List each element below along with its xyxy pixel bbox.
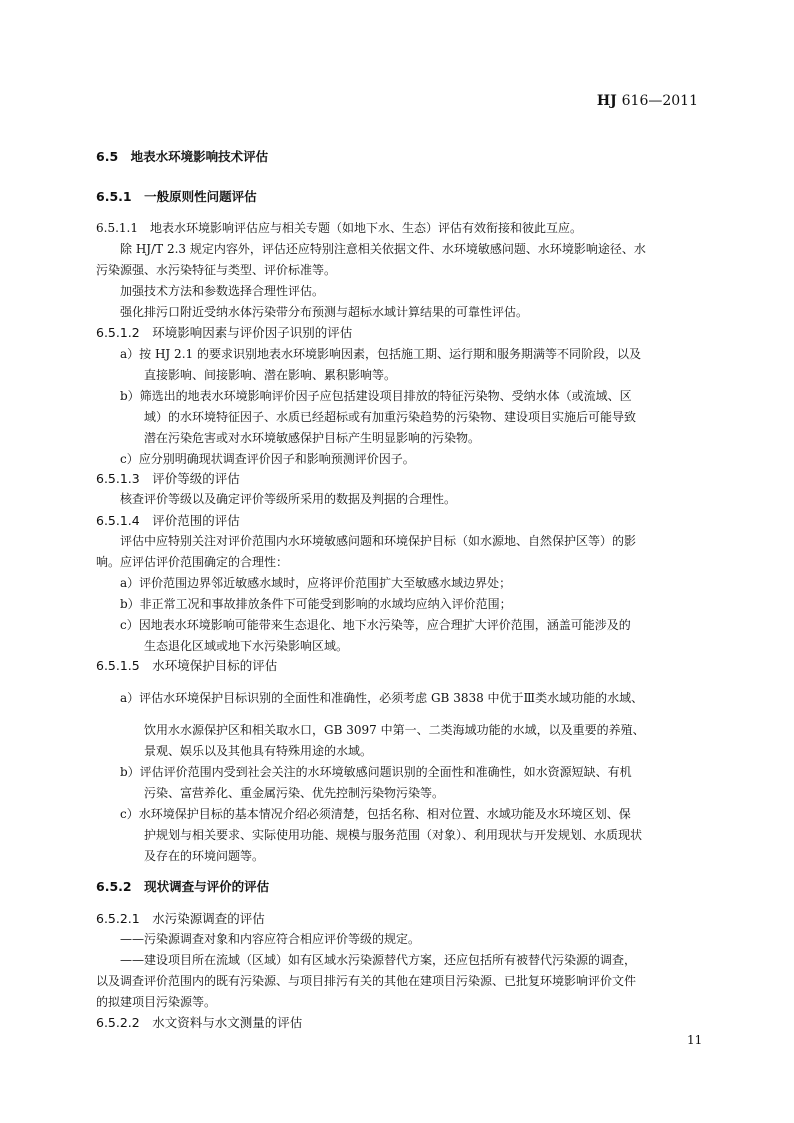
paragraph-line: 加强技术方法和参数选择合理性评估。 — [120, 284, 325, 298]
dash-item: ——污染源调查对象和内容应符合相应评价等级的规定。 — [120, 932, 421, 946]
standard-code: 616—2011 — [621, 93, 698, 109]
paragraph-line: 强化排污口附近受纳水体污染带分布预测与超标水域计算结果的可靠性评估。 — [120, 305, 529, 319]
paragraph-line: 评估中应特别关注对评价范围内水环境敏感问题和环境保护目标（如水源地、自然保护区等）的影 — [120, 534, 637, 548]
list-item-continuation: 护规划与相关要求、实际使用功能、规模与服务范围（对象）、利用现状与开发规划、水质现状 — [144, 828, 643, 842]
paragraph-line: 除 HJ/T 2.3 规定内容外，评估还应特别注意相关依据文件、水环境敏感问题、水环境影响途径、水 — [120, 242, 646, 256]
paragraph-line: 核查评价等级以及确定评价等级所采用的数据及判据的合理性。 — [120, 492, 457, 506]
clause-6-5-1-2-heading: 6.5.1.2 环境影响因素与评价因子识别的评估 — [96, 325, 353, 340]
list-item-continuation: 潜在污染危害或对水环境敏感保护目标产生明显影响的污染物。 — [144, 431, 481, 445]
list-item-continuation: 饮用水水源保护区和相关取水口，GB 3097 中第一、二类海域功能的水域，以及重要的养殖、 — [144, 723, 645, 737]
list-item: c）因地表水环境影响可能带来生态退化、地下水污染等，应合理扩大评价范围，涵盖可能涉及的 — [120, 618, 631, 632]
list-item-continuation: 景观、娱乐以及其他具有特殊用途的水域。 — [144, 744, 373, 758]
list-item-continuation: 生态退化区域或地下水污染影响区域。 — [144, 639, 349, 653]
list-item: a）按 HJ 2.1 的要求识别地表水环境影响因素，包括施工期、运行期和服务期满等不同阶段，以及 — [120, 347, 641, 361]
clause-6-5-1-1: 6.5.1.1 地表水环境影响评估应与相关专题（如地下水、生态）评估有效衔接和彼此互应。 — [96, 221, 582, 235]
clause-6-5-1-4-heading: 6.5.1.4 评价范围的评估 — [96, 513, 240, 528]
section-6-5-1-heading: 6.5.1 一般原则性问题评估 — [96, 189, 257, 204]
clause-6-5-2-1-heading: 6.5.2.1 水污染源调查的评估 — [96, 911, 265, 926]
list-item-continuation: 污染、富营养化、重金属污染、优先控制污染物污染等。 — [144, 786, 445, 800]
standard-number — [597, 93, 698, 109]
clause-6-5-1-3-heading: 6.5.1.3 评价等级的评估 — [96, 471, 240, 486]
list-item: c）应分别明确现状调查评价因子和影响预测评价因子。 — [120, 452, 415, 466]
list-item: a）评价范围边界邻近敏感水域时，应将评价范围扩大至敏感水域边界处； — [120, 576, 512, 590]
paragraph-line: 响。应评估评价范围确定的合理性： — [96, 555, 289, 569]
list-item: a）评估水环境保护目标识别的全面性和准确性，必须考虑 GB 3838 中优于Ⅲ类水域功能的水域、 — [120, 691, 644, 705]
clause-6-5-2-2-heading: 6.5.2.2 水文资料与水文测量的评估 — [96, 1015, 303, 1030]
dash-item: ——建设项目所在流域（区域）如有区域水污染源替代方案，还应包括所有被替代污染源的调查， — [120, 953, 637, 967]
list-item: b）非正常工况和事故排放条件下可能受到影响的水域均应纳入评价范围； — [120, 597, 512, 611]
list-item-continuation: 域）的水环境特征因子、水质已经超标或有加重污染趋势的污染物、建设项目实施后可能导致 — [144, 410, 637, 424]
list-item-continuation: 直接影响、间接影响、潜在影响、累积影响等。 — [144, 368, 397, 382]
standard-prefix: HJ — [596, 93, 617, 109]
section-6-5-heading: 6.5 地表水环境影响技术评估 — [96, 149, 269, 164]
dash-item-continuation: 的拟建项目污染源等。 — [96, 995, 217, 1009]
clause-6-5-1-5-heading: 6.5.1.5 水环境保护目标的评估 — [96, 658, 278, 673]
page-number: 11 — [687, 1033, 703, 1047]
dash-item-continuation: 以及调查评价范围内的既有污染源、与项目排污有关的其他在建项目污染源、已批复环境影响评价文件 — [96, 974, 637, 988]
list-item: c）水环境保护目标的基本情况介绍必须清楚，包括名称、相对位置、水域功能及水环境区划、保 — [120, 807, 631, 821]
section-6-5-2-heading: 6.5.2 现状调查与评价的评估 — [96, 879, 270, 894]
list-item: b）评估评价范围内受到社会关注的水环境敏感问题识别的全面性和准确性，如水资源短缺、有机 — [120, 765, 632, 779]
list-item-continuation: 及存在的环境问题等。 — [144, 849, 265, 863]
paragraph-line: 污染源强、水污染特征与类型、评价标准等。 — [96, 263, 337, 277]
list-item: b）筛选出的地表水环境影响评价因子应包括建设项目排放的特征污染物、受纳水体（或流域、区 — [120, 389, 632, 403]
